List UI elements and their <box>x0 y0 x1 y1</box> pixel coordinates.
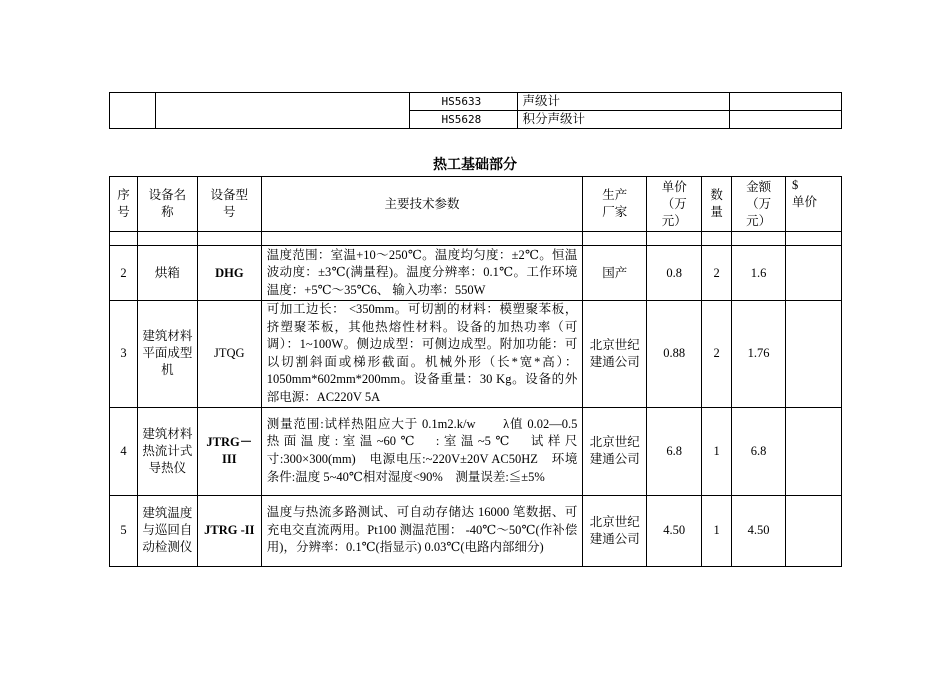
row-unit-price: 4.50 <box>647 495 702 566</box>
top-model-cell: HS5633 <box>409 93 518 111</box>
row-params: 温度与热流多路测试、可自动存储达 16000 笔数据、可充电交直流两用。Pt100 测温范围： -40℃～50℃(作补偿用)，分辨率：0.1℃(指显示) 0.03℃(电路内部细分) <box>261 495 583 566</box>
row-amount: 4.50 <box>732 495 786 566</box>
row-usd <box>786 495 842 566</box>
row-qty: 2 <box>702 246 732 301</box>
row-unit-price: 0.8 <box>647 246 702 301</box>
section-title: 热工基础部分 <box>433 157 517 173</box>
row-unit-price: 0.88 <box>647 301 702 408</box>
row-maker: 北京世纪建通公司 <box>583 301 647 408</box>
row-usd <box>786 301 842 408</box>
row-model: DHG <box>197 246 261 301</box>
row-params: 测量范围:试样热阻应大于 0.1m2.k/w λ值 0.02—0.5 热面温度:室温~60℃ :室温~5℃ 试样尺寸:300×300(mm) 电源电压:~220V±20V AC50HZ 环境条件:温度 5~40℃相对湿度<90% 测量误差:≦±5% <box>261 407 583 495</box>
header-index: 序 号 <box>110 177 138 232</box>
empty-cell <box>702 232 732 246</box>
header-usd: $ 单价 <box>786 177 842 232</box>
row-usd <box>786 246 842 301</box>
top-table <box>109 92 842 129</box>
row-amount: 1.76 <box>732 301 786 408</box>
top-extra-cell <box>730 111 842 129</box>
row-model: JTRG -II <box>197 495 261 566</box>
top-table-empty-cell <box>110 93 156 129</box>
table-row <box>110 246 842 301</box>
header-params: 主要技术参数 <box>261 177 583 232</box>
row-params: 温度范围：室温+10～250℃。温度均匀度：±2℃。恒温波动度：±3℃(满量程)。温度分辨率：0.1℃。工作环境温度：+5℃～35℃6、 输入功率：550W <box>261 246 583 301</box>
top-table-empty-cell <box>155 93 409 129</box>
row-amount: 1.6 <box>732 246 786 301</box>
spacer-row <box>110 232 842 246</box>
header-model: 设备型 号 <box>197 177 261 232</box>
row-name: 建筑材料热流计式导热仪 <box>137 407 197 495</box>
empty-cell <box>197 232 261 246</box>
row-name: 烘箱 <box>137 246 197 301</box>
row-params: 可加工边长： <350mm。可切割的材料：模塑聚苯板，挤塑聚苯板，其他热熔性材料。设备的加热功率（可调）：1~100W。侧边成型：可侧边成型。附加功能：可以切割斜面或梯形截面。机械外形（长*宽*高）：1050mm*602mm*200mm。设备重量：30 Kg。设备的外部电源：AC220V 5A <box>261 301 583 408</box>
top-name-cell: 积分声级计 <box>518 111 730 129</box>
row-qty: 2 <box>702 301 732 408</box>
table-row <box>110 407 842 495</box>
empty-cell <box>110 232 138 246</box>
row-name: 建筑温度与巡回自动检测仪 <box>137 495 197 566</box>
empty-cell <box>732 232 786 246</box>
row-name: 建筑材料平面成型机 <box>137 301 197 408</box>
row-maker: 国产 <box>583 246 647 301</box>
row-index: 3 <box>110 301 138 408</box>
row-qty: 1 <box>702 495 732 566</box>
empty-cell <box>786 232 842 246</box>
empty-cell <box>261 232 583 246</box>
header-unit-price: 单价 （万 元） <box>647 177 702 232</box>
row-index: 2 <box>110 246 138 301</box>
table-row <box>110 301 842 408</box>
row-usd <box>786 407 842 495</box>
header-maker: 生产 厂家 <box>583 177 647 232</box>
empty-cell <box>137 232 197 246</box>
row-maker: 北京世纪建通公司 <box>583 495 647 566</box>
equipment-table <box>109 176 842 567</box>
top-name-cell: 声级计 <box>518 93 730 111</box>
header-row <box>110 177 842 232</box>
row-model: JTRG－III <box>197 407 261 495</box>
row-qty: 1 <box>702 407 732 495</box>
row-maker: 北京世纪建通公司 <box>583 407 647 495</box>
row-model: JTQG <box>197 301 261 408</box>
header-amount: 金额 （万 元） <box>732 177 786 232</box>
header-qty: 数 量 <box>702 177 732 232</box>
row-amount: 6.8 <box>732 407 786 495</box>
top-model-cell: HS5628 <box>409 111 518 129</box>
empty-cell <box>647 232 702 246</box>
row-index: 4 <box>110 407 138 495</box>
top-extra-cell <box>730 93 842 111</box>
empty-cell <box>583 232 647 246</box>
row-unit-price: 6.8 <box>647 407 702 495</box>
row-index: 5 <box>110 495 138 566</box>
header-name: 设备名 称 <box>137 177 197 232</box>
table-row <box>110 495 842 566</box>
